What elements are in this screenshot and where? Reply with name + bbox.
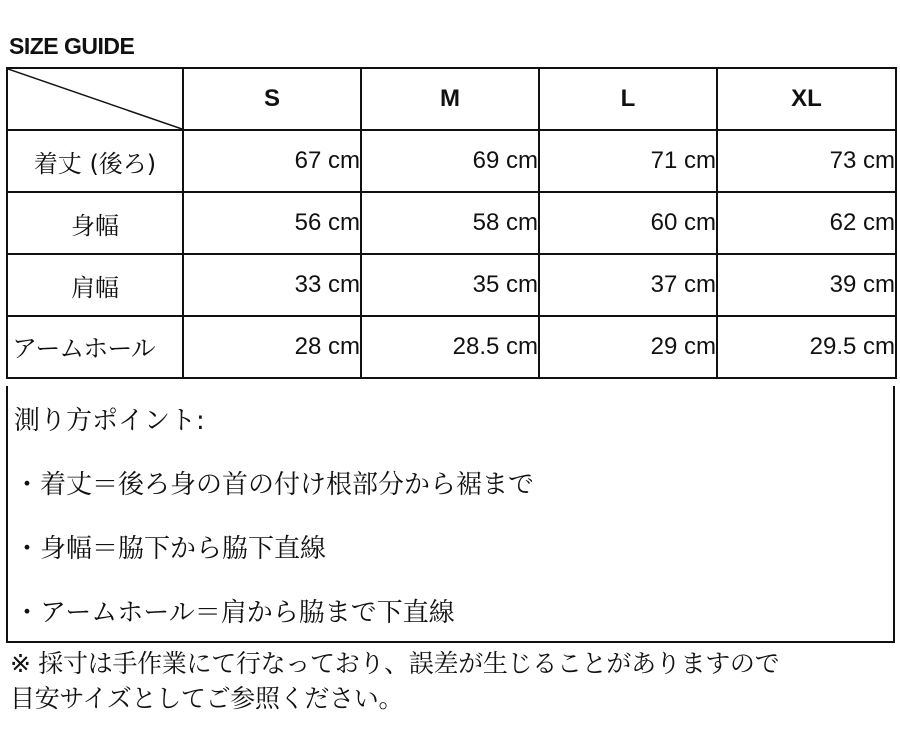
table-row [7, 192, 896, 254]
header-size-s: S [183, 68, 361, 130]
header-size-m: M [361, 68, 539, 130]
measurement-notes-box [6, 386, 895, 643]
value-cell: 67 cm [183, 130, 361, 192]
value-cell: 56 cm [183, 192, 361, 254]
row-label-armhole: アームホール [7, 316, 183, 378]
table-row [7, 130, 896, 192]
value-cell: 60 cm [539, 192, 717, 254]
value-cell: 35 cm [361, 254, 539, 316]
disclaimer [10, 646, 895, 716]
value-cell: 37 cm [539, 254, 717, 316]
note-item: ・アームホール＝肩から脇まで下直線 [14, 598, 455, 628]
value-cell: 71 cm [539, 130, 717, 192]
table-row [7, 254, 896, 316]
diagonal-divider [8, 69, 182, 129]
value-cell: 39 cm [717, 254, 896, 316]
header-size-xl: XL [717, 68, 896, 130]
value-cell: 62 cm [717, 192, 896, 254]
row-label-width: 身幅 [7, 192, 183, 254]
value-cell: 69 cm [361, 130, 539, 192]
header-row [7, 68, 896, 130]
corner-cell [7, 68, 183, 130]
value-cell: 29.5 cm [717, 316, 896, 378]
disclaimer-line: 目安サイズとしてご参照ください。 [10, 684, 404, 713]
disclaimer-line: ※ 採寸は手作業にて行なっており、誤差が生じることがありますので [10, 649, 780, 678]
value-cell: 28 cm [183, 316, 361, 378]
value-cell: 29 cm [539, 316, 717, 378]
notes-heading: 測り方ポイント: [14, 406, 205, 436]
value-cell: 73 cm [717, 130, 896, 192]
row-label-length: 着丈 (後ろ) [7, 130, 183, 192]
header-size-l: L [539, 68, 717, 130]
table-row [7, 316, 896, 378]
value-cell: 33 cm [183, 254, 361, 316]
value-cell: 58 cm [361, 192, 539, 254]
note-item: ・身幅＝脇下から脇下直線 [14, 534, 327, 564]
value-cell: 28.5 cm [361, 316, 539, 378]
note-item: ・着丈＝後ろ身の首の付け根部分から裾まで [14, 470, 535, 500]
size-table [6, 67, 897, 379]
size-guide-title: SIZE GUIDE [9, 33, 135, 59]
row-label-shoulder: 肩幅 [7, 254, 183, 316]
